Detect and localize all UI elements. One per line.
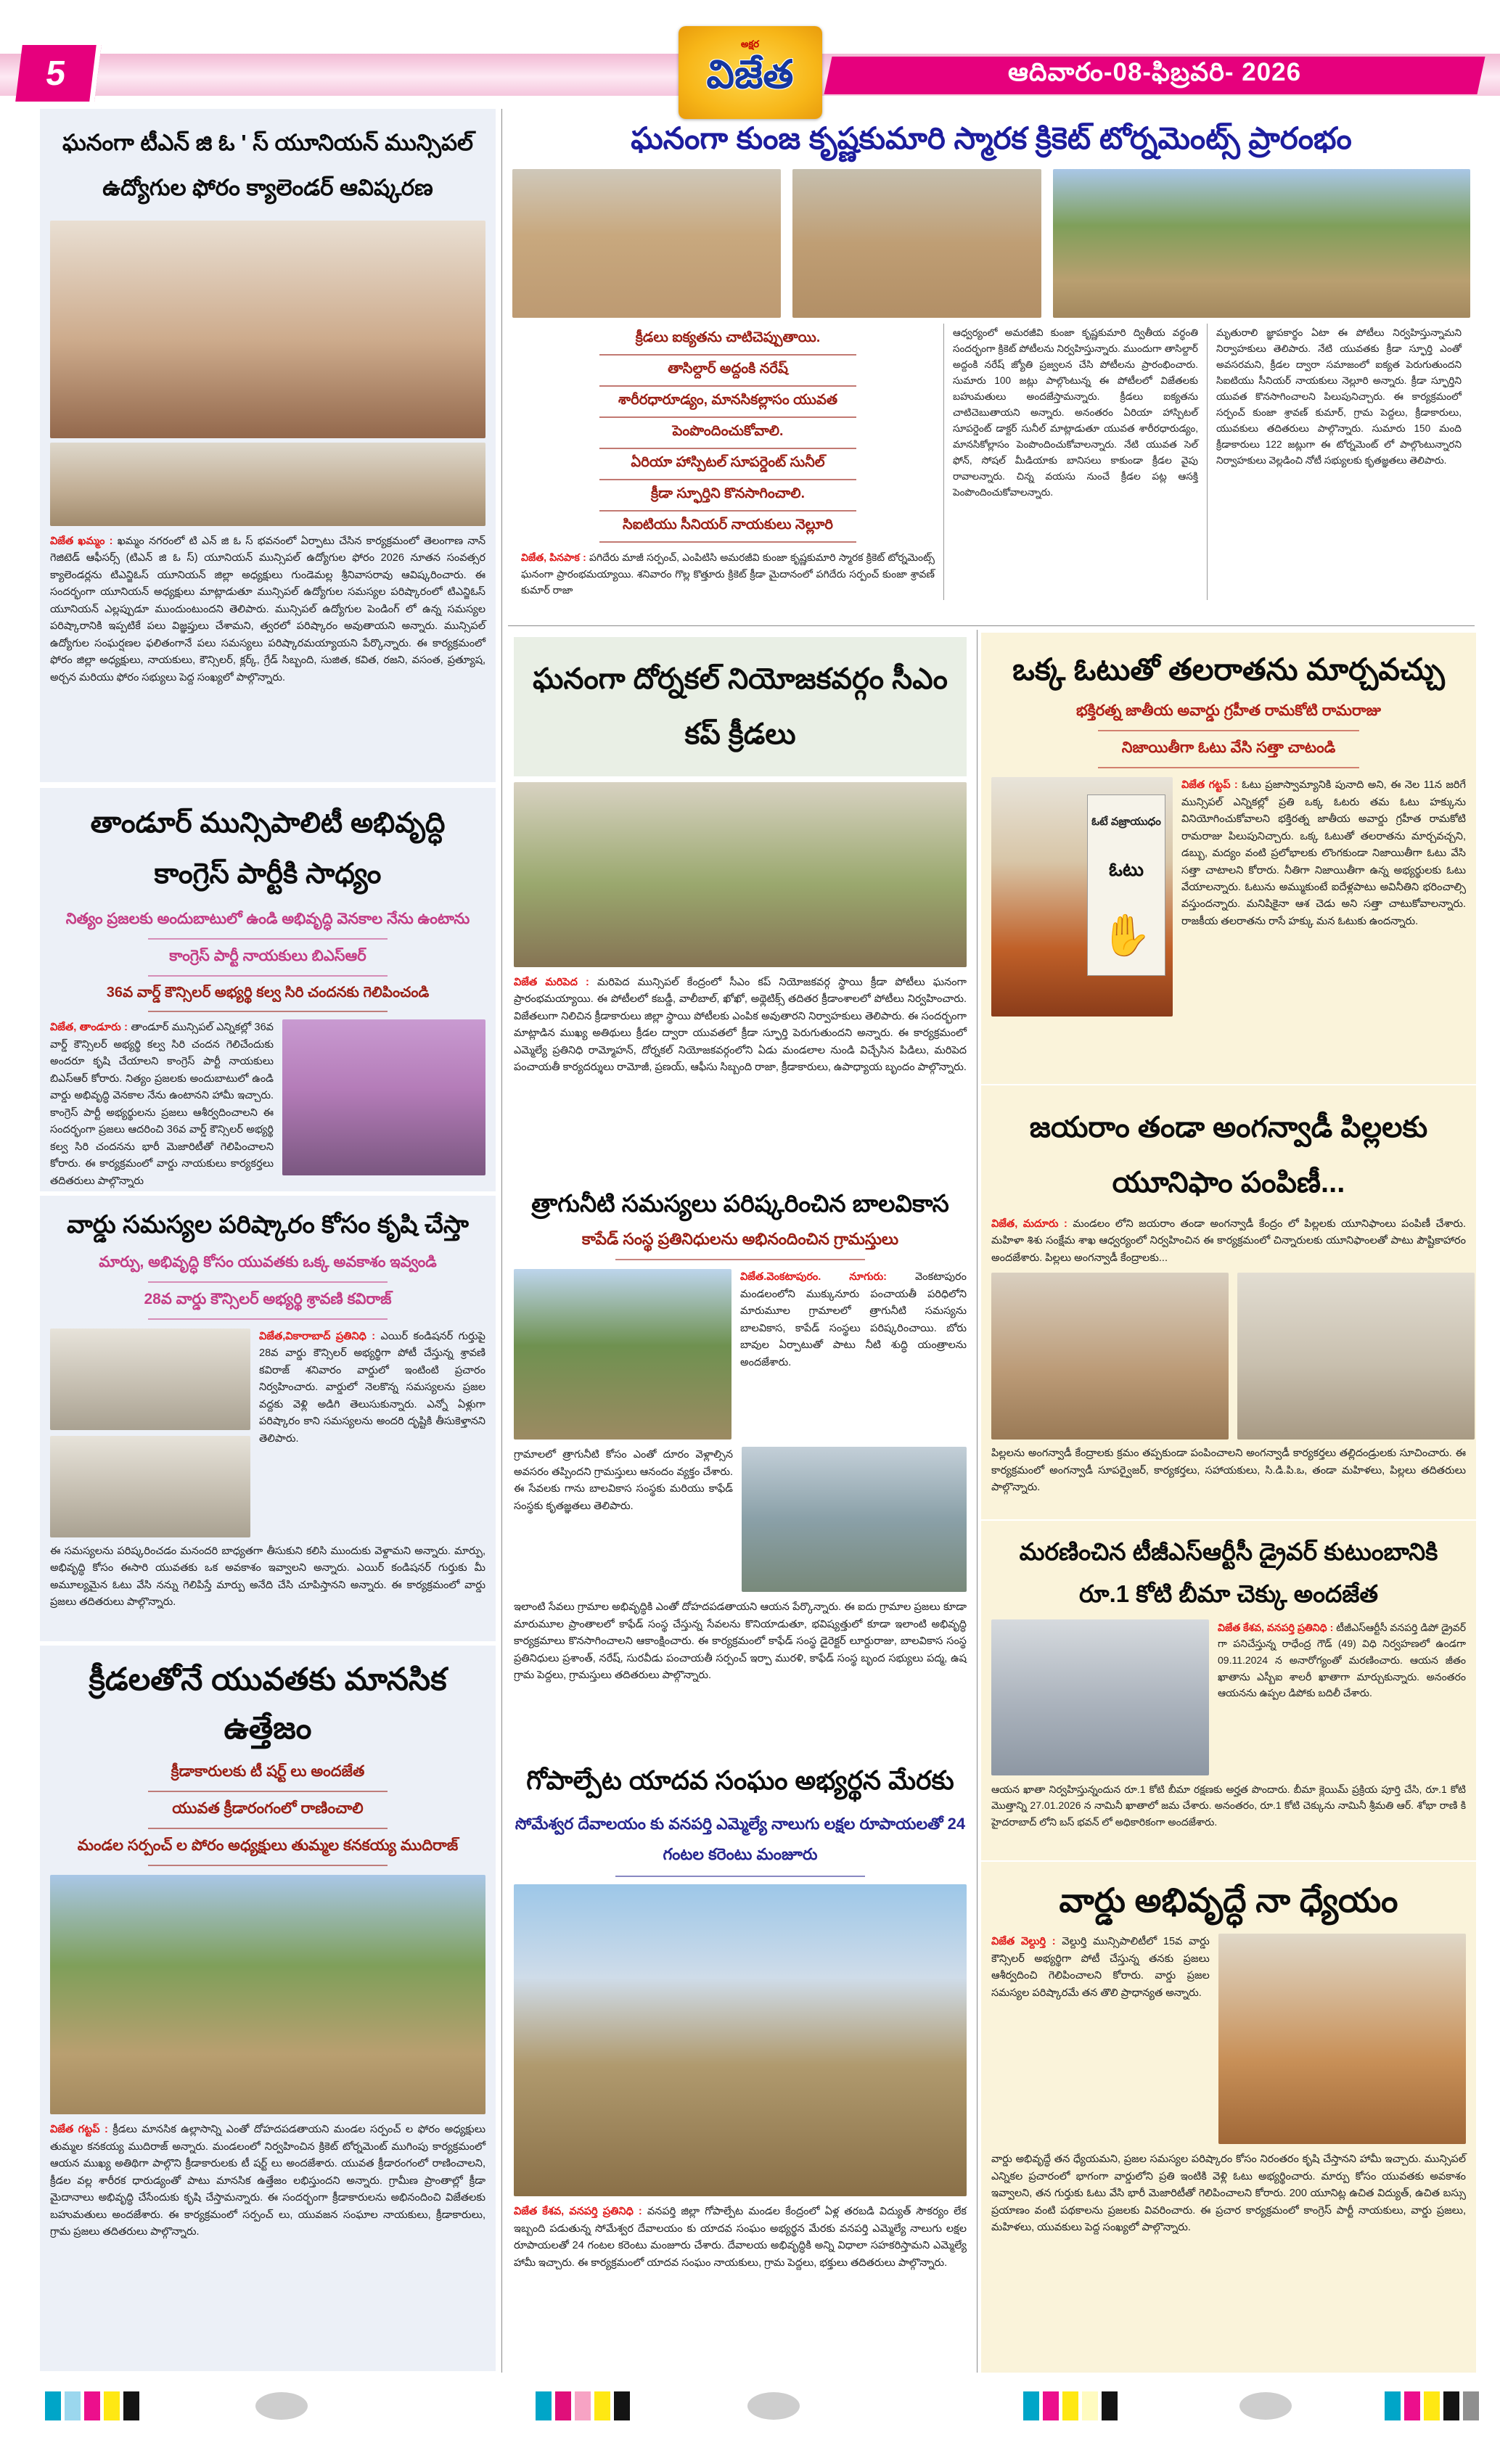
- print-marks-row: [0, 2391, 1500, 2423]
- photo-calendar-group: [50, 443, 485, 526]
- article-headline: వార్డు అభివృద్ధే నా ధ్యేయం: [1059, 1881, 1398, 1919]
- photo-ramakoti-ramaraju: [991, 777, 1173, 1017]
- section-rule: [508, 625, 1475, 626]
- newspaper-logo: [679, 26, 822, 119]
- article-headline: ఒక్క ఓటుతో తలరాతను మార్చవచ్చు: [1012, 652, 1445, 686]
- article-gopalpet-temple: [508, 1754, 972, 2373]
- article-body: [50, 2122, 485, 2241]
- body-text: వెంకటాపురం మండలంలోని ముక్కునూరు పంచాయతీ పరిధిలోని మారుమూల గ్రామాలలో త్రాగునీటి సమస్యను బాలవికాస, కాపేడ్ సంస్థలు పరిష్కరించాయి. బోరు బావుల ఏర్పాటుతో పాటు నీటి శుద్ధి యంత్రాలను అందజేశారు.: [740, 1271, 967, 1368]
- photo-ward28-visit2: [50, 1436, 250, 1537]
- byline: విజేత ఖమ్మం :: [50, 535, 113, 547]
- article-body: [50, 1019, 274, 1190]
- article-headline: మరణించిన టీజీఎస్ఆర్టీసీ డ్రైవర్ కుటుంబానికి రూ.1 కోటి బీమా చెక్కు అందజేత: [1019, 1538, 1438, 1607]
- body-text: మరిపెద మున్సిపల్ కేంద్రంలో సీఎం కప్ నియోజకవర్గ స్థాయి క్రీడా పోటీలు ఘనంగా ప్రారంభమయ్యాయి. ఈ పోటీలలో కబడ్డీ, వాలీబాల్, ఖోఖో, అథ్లెటిక్స్ తదితర క్రీడాంశాలలో పోటీలు నిర్వహించారు. విజేతలుగా నిలిచిన క్రీడాకారులు జిల్లా స్థాయి పోటీలకు ఎంపిక అవుతారని నిర్వాహకులు తెలిపారు. ఈ సందర్భంగా మాట్లాడిన ముఖ్య అతిథులు క్రీడల ద్వారా యువతలో క్రీడా స్ఫూర్తి పెరుగుతుందని అన్నారు. ఈ కార్యక్రమంలో ఎమ్మెల్యే ప్రతినిధి రామ్మోహన్, దోర్నకల్ నియోజకవర్గంలోని ఏడు మండలాల నుండి విచ్చేసిన పిడిలు, మరిపెద పంచాయతీ కార్యదర్శులు రామోజీ, ప్రణయ్, ఆఫీసు సిబ్బంది రాజా, క్రీడాకారులు, ఉపాధ్యాయ బృందం పాల్గొన్నారు.: [514, 977, 967, 1074]
- photo-calendar-stage: [50, 221, 485, 438]
- column-rule-right: [977, 630, 978, 2373]
- article-ward-development: [981, 1862, 1476, 2373]
- column-rule-left: [501, 109, 502, 2373]
- logo-tagline: అక్షర: [741, 38, 759, 49]
- article-body: [521, 549, 935, 599]
- article-body-continued: ఈ సమస్యలను పరిష్కరించడం మనందరి బాధ్యతగా తీసుకుని కలిసి ముందుకు వెళ్దామని అన్నారు. మార్పు, అభివృద్ధి కోసం ఈసారి యువతకు ఒక అవకాశం ఇవ్వాలని అన్నారు. ఎయిర్ కండిషనర్ గుర్తుకు మీ అమూల్యమైన ఓటు వేసి నన్ను గెలిపిస్తే మార్పు అనేది చేసి చూపిస్తానని అన్నారు. ఈ కార్యక్రమంలో వార్డు ప్రజలు తదితరులు పాల్గొన్నారు.: [50, 1545, 485, 1609]
- body-text: మండలం లోని జయరాం తండా అంగన్వాడీ కేంద్రం లో పిల్లలకు యూనిఫాంలు పంపిణీ చేశారు. మహిళా శిశు సంక్షేమ శాఖ ఆధ్వర్యంలో నిర్వహించిన ఈ కార్యక్రమంలో చిన్నారులకు యూనిఫాంలతో పాటు పౌష్టికాహారం అందజేశారు. పిల్లలు అంగన్వాడీ కేంద్రాలకు...: [991, 1218, 1467, 1264]
- article-sports-tshirts: [40, 1646, 496, 2371]
- article-body: [514, 974, 967, 1077]
- page-number: [15, 45, 102, 102]
- article-anganwadi-uniforms: [981, 1085, 1476, 1519]
- subhead: ఏరియా హాస్పిటల్ సూపర్డెంట్ సునీల్: [521, 450, 935, 481]
- article-headline: త్రాగునీటి సమస్యలు పరిష్కరించిన బాలవికాస: [531, 1190, 949, 1217]
- subhead: 28వ వార్డు కౌన్సిలర్ అభ్యర్థి శ్రావణి కవిరాజ్: [50, 1284, 485, 1321]
- body-text: క్రీడలు మానసిక ఉల్లాసాన్ని ఎంతో దోహదపడతాయని మండల సర్పంచ్ ల ఫోరం అధ్యక్షులు తుమ్మల కనకయ్య ముదిరాజ్ అన్నారు. మండలంలో నిర్వహించిన క్రికెట్ టోర్నమెంట్ ముగింపు కార్యక్రమంలో ఆయన ముఖ్య అతిథిగా పాల్గొని క్రీడాకారులకు టీ షర్ట్ లు అందజేశారు. యువత క్రీడారంగంలో రాణించాలని, క్రీడల వల్ల శారీరక ధారుడ్యంతో పాటు మానసిక ఉత్తేజం లభిస్తుందని అన్నారు. గ్రామీణ ప్రాంతాల్లో క్రీడా మైదానాలు అభివృద్ధి చేసేందుకు కృషి చేస్తామన్నారు. ఈ సందర్భంగా క్రీడాకారులను అభినందించి విజేతలకు బహుమతులు అందజేశారు. ఈ కార్యక్రమంలో సర్పంచ్ లు, యువజన సంఘాల నాయకులు, క్రీడాకారులు, గ్రామ ప్రజలు తదితరులు పాల్గొన్నారు.: [50, 2124, 485, 2238]
- article-body: [514, 2204, 967, 2272]
- subhead: యువత క్రీడారంగంలో రాణించాలి: [50, 1794, 485, 1831]
- photo-tandur-candidate: [282, 1019, 485, 1175]
- subhead: కాపేడ్ సంస్థ ప్రతినిధులను అభినందించిన గ్రామస్తులు: [514, 1223, 967, 1262]
- article-column-2: ఆధ్వర్యంలో అమరజీవి కుంజా కృష్ణకుమారి ద్వితీయ వర్ధంతి సందర్భంగా క్రికెట్ పోటీలను నిర్వహిస్తున్నారు. ముందుగా తాసిల్దార్ అద్దంకి నరేష్ జ్యోతి ప్రజ్వలన చేసి పోటీలను ప్రారంభించారు. సుమారు 100 జట్లు పాల్గొంటున్న ఈ పోటీలలో విజేతలకు బహుమతులు అందజేస్తామన్నారు. క్రీడలు ఐక్యతను చాటిచెబుతాయని అన్నారు. అనంతరం ఏరియా హాస్పిటల్ సూపర్డెంట్ డాక్టర్ సునీల్ మాట్లాడుతూ యువత శారీరధారుడ్యం, మానసికోల్లాసం పెంపొందించుకోవాలన్నారు. నేటి యువత సెల్ ఫోన్, సోషల్ మీడియాకు బానిసలు కాకుండా క్రీడల వైపు రావాలన్నారు. చిన్న వయసు నుంచే క్రీడల పట్ల ఆసక్తి పెంపొందించుకోవాలన్నారు.: [943, 324, 1207, 600]
- article-body-continued: ఆయన ఖాతా నిర్వహిస్తున్నందున రూ.1 కోటి బీమా రక్షణకు అర్హత పొందారు. బీమా క్లెయిమ్ ప్రక్రియ పూర్తి చేసి, రూ.1 కోటి మొత్తాన్ని 27.01.2026 న నామినీ ఖాతాలో జమ చేశారు. అనంతరం, రూ.1 కోటి చెక్కును నామినీ శ్రీమతి ఆర్. శోభా రాణి కి హైదరాబాద్ లోని బస్ భవన్ లో అధికారికంగా అందజేశారు.: [991, 1783, 1466, 1828]
- photo-campaign-crowd: [1218, 1934, 1466, 2144]
- subhead: సోమేశ్వర దేవాలయం కు వనపర్తి ఎమ్మెల్యే నాలుగు లక్షల రూపాయలతో 24 గంటల కరెంటు మంజూరు: [514, 1802, 967, 1879]
- byline: విజేత,వికారాబాద్ ప్రతినిధి :: [259, 1330, 376, 1342]
- photo-cricket-pitch2: [792, 169, 1041, 318]
- subhead: తాసిల్దార్ అద్దంకి నరేష్: [521, 356, 935, 387]
- photo-cheque-handover: [991, 1619, 1209, 1775]
- article-tandur-municipality: [40, 788, 496, 1191]
- byline: విజేత గట్టప్ :: [50, 2124, 108, 2136]
- byline: విజేత కేశవ, వనపర్తి ప్రతినిధి :: [1218, 1621, 1334, 1633]
- subhead: క్రీడాకారులకు టీ షర్ట్ లు అందజేత: [50, 1757, 485, 1794]
- body-text: ఖమ్మం నగరంలో టి ఎన్ జి ఓ స్ భవనంలో ఏర్పాటు చేసిన కార్యక్రమంలో తెలంగాణ నాన్ గెజిటెడ్ ఆఫీసర్స్ (టిఎన్ జి ఓ స్) యూనియన్ మున్సిపల్ ఉద్యోగుల ఫోరం 2026 నూతన సంవత్సర క్యాలెండర్లను టిఎన్జిఓస్ యూనియన్ జిల్లా అధ్యక్షులు గుండెమల్ల శ్రీనివాసరావు ఆవిష్కరించారు. ఈ సందర్భంగా యూనియన్ అధ్యక్షులు మాట్లాడుతూ మున్సిపల్ ఉద్యోగుల సమస్యల పరిష్కారంలో టిఎన్జిఓస్ యూనియన్ ఎల్లప్పుడూ ముందుంటుందని తెలిపారు. మున్సిపల్ ఉద్యోగుల పెండింగ్ లో ఉన్న సమస్యల పరిష్కారానికి ఇప్పటికే పలు విజ్ఞప్తులు చేశామని, త్వరలో పరిష్కారం అవుతాయని అన్నారు. మున్సిపల్ ఉద్యోగుల సంఘర్షణల ఫలితంగానే పలు సమస్యలు పరిష్కారమయ్యాయని పేర్కొన్నారు. ఈ కార్యక్రమంలో ఫోరం జిల్లా అధ్యక్షులు, నాయకులు, కౌన్సిలర్, క్లర్క్, గ్రేడ్ సిబ్బంది, సుజిత, కవిత, రజని, వసంత, ప్రత్యూష, అర్చన మరియు ఫోరం సభ్యులు పెద్ద సంఖ్యలో పాల్గొన్నారు.: [50, 535, 486, 683]
- gray-oval-mark: [255, 2392, 308, 2420]
- photo-dornakal-team: [514, 782, 967, 967]
- subhead: కాంగ్రెస్ పార్టీ నాయకులు బిఎస్ఆర్: [50, 941, 485, 978]
- poster-word: ఓటు: [1108, 858, 1144, 881]
- body-text: టీజీఎస్ఆర్టీసీ వనపర్తి డిపో డ్రైవర్ గా పనిచేస్తున్న రాధేంద్ర గౌడ్ (49) విధి నిర్వహణలో ఉండగా 09.11.2024 న అనారోగ్యంతో మరణించారు. ఆయన జీతం ఖాతాను ఎస్బీఐ శాలరీ ఖాతాగా మార్చుకున్నారు. అనంతరం ఆయనను ఉప్పల డిపోకు బదిలీ చేశారు.: [1218, 1621, 1467, 1699]
- cmyk-bars: [45, 2391, 139, 2420]
- article-body-continued2: ఇలాంటి సేవలు గ్రామాల అభివృద్ధికి ఎంతో దోహదపడతాయని ఆయన పేర్కొన్నారు. ఈ ఐదు గ్రామాల ప్రజలు కూడా మారుమూల ప్రాంతాలలో కాఫేడ్ సంస్థ చేస్తున్న సేవలను కొనియాడుతూ, భవిష్యత్తులో కూడా ఇలాంటి అభివృద్ధి కార్యక్రమాలు కొనసాగించాలని ఆకాంక్షించారు. ఈ కార్యక్రమంలో కాఫేడ్ సంస్థ డైరెక్టర్ లూర్దురాజు, బాలవికాస సంస్థ ప్రతినిధులు ప్రశాంత్, నరేష్, సురవీడు పంచాయతీ సర్పంచ్ ఇర్పా మురళి, కాఫేడ్ సంస్థ బృంద సభ్యులు పద్మ, ఉష గ్రామ పెద్దలు, గ్రామస్తులు తదితరులు పాల్గొన్నారు.: [514, 1601, 967, 1682]
- byline: విజేత, పినపాక :: [521, 551, 586, 564]
- article-body: [50, 533, 485, 686]
- article-calendar-launch: [40, 109, 496, 782]
- hand-symbol-icon: ✋: [1101, 912, 1152, 958]
- subhead: భక్తిరత్న జాతీయ అవార్డు గ్రహీత రామకోటి రామరాజు: [991, 696, 1466, 733]
- date-banner: [824, 57, 1485, 94]
- article-body: [1181, 777, 1466, 1017]
- byline: విజేత మరిపెద :: [514, 977, 589, 988]
- subhead: 36వ వార్డ్ కౌన్సిలర్ అభ్యర్థి కల్వ సిరి చందనకు గెలిపించండి: [50, 978, 485, 1014]
- article-body-continued: గ్రామాలలో త్రాగునీటి కోసం ఎంతో దూరం వెళ్లాల్సిన అవసరం తప్పిందని గ్రామస్తులు ఆనందం వ్యక్తం చేశారు. ఈ సేవలకు గాను బాలవికాస సంస్థకు మరియు కాఫేడ్ సంస్థకు కృతజ్ఞతలు తెలిపారు.: [514, 1449, 733, 1512]
- subhead: నిత్యం ప్రజలకు అందుబాటులో ఉండి అభివృద్ధి వెనకాల నేను ఉంటాను: [50, 904, 485, 941]
- photo-gopalpet-works: [514, 1884, 967, 2196]
- article-body: [991, 1216, 1466, 1267]
- photo-cricket-pitch1: [512, 169, 781, 318]
- byline: విజేత, మదూరు :: [991, 1218, 1067, 1230]
- subhead: శారీరధారూడ్యం, మానసికల్లాసం యువత: [521, 387, 935, 419]
- subhead: సిఐటియు సీనియర్ నాయకులు నెల్లూరి: [521, 512, 935, 543]
- cmyk-bars: [1385, 2391, 1479, 2420]
- article-body: [259, 1328, 485, 1537]
- byline: విజేత, తాండూరు :: [50, 1022, 128, 1034]
- photo-anganwadi-centre: [1237, 1273, 1475, 1440]
- byline: విజేత కేశవ, వనపర్తి ప్రతినిధి :: [514, 2206, 642, 2218]
- body-text: ఎయిర్ కండిషనర్ గుర్తుపై 28వ వార్డు కౌన్సిలర్ అభ్యర్థిగా పోటీ చేస్తున్న శ్రావణి కవిరాజ్ శనివారం వార్డులో ఇంటింటి ప్రచారం నిర్వహించారు. వార్డులో నెలకొన్న సమస్యలను ప్రజల వద్దకు వెళ్లి అడిగి తెలుసుకున్నారు. ఎన్నో ఏళ్లుగా పరిష్కారం కాని సమస్యలను అందరి దృష్టికి తీసుకెళ్తానని తెలిపారు.: [259, 1330, 485, 1445]
- body-text: ఓటు ప్రజాస్వామ్యానికి పునాది అని, ఈ నెల 11న జరిగే మున్సిపల్ ఎన్నికల్లో ప్రతి ఒక్క ఓటరు తమ ఓటు హక్కును వినియోగించుకోవాలని భక్తిరత్న జాతీయ అవార్డు గ్రహీత రామకోటి రామరాజు పిలుపునిచ్చారు. ఒక్క ఓటుతో తలరాతను మార్చవచ్చని, డబ్బు, మద్యం వంటి ప్రలోభాలకు లొంగకుండా నిజాయితీగా ఓటు వేసి సత్తా చాటాలని కోరారు. నీతిగా నిజాయితీగా ఉన్న అభ్యర్థులకు ఓటు వేయాలన్నారు. ఓటును అమ్ముకుంటే ఐదేళ్లపాటు అవినీతిని భరించాల్సి వస్తుందన్నారు. మనిషికైనా ఆశ చెడు అని సత్తా చాటుకోవాలన్నారు. రాజకీయ తలరాతను రాసే హక్కు మన ఓటుకు ఉందన్నారు.: [1181, 779, 1466, 927]
- body-text: వెల్దుర్తి మున్సిపాలిటీలో 15వ వార్డు కౌన్సిలర్ అభ్యర్థిగా పోటీ చేస్తున్న తనకు ప్రజలు ఆశీర్వదించి గెలిపించాలని కోరారు. వార్డు ప్రజల సమస్యల పరిష్కారమే తన తొలి ప్రాధాన్యత అన్నారు.: [991, 1936, 1210, 1999]
- cmyk-bars: [1023, 2391, 1118, 2420]
- photo-villagers-water: [742, 1447, 967, 1592]
- article-headline: వార్డు సమస్యల పరిష్కారం కోసం కృషి చేస్తా: [67, 1211, 469, 1239]
- article-headline: తాండూర్ మున్సిపాలిటీ అభివృద్ధి కాంగ్రెస్ పార్టీకి సాధ్యం: [90, 808, 446, 890]
- photo-thanda-women: [991, 1273, 1229, 1440]
- article-vote-appeal: [981, 633, 1476, 1084]
- article-headline: గోపాల్పేట యాదవ సంఘం అభ్యర్థన మేరకు: [526, 1765, 954, 1795]
- page-number-text: 5: [44, 54, 68, 93]
- article-column-3: మృతురాలి జ్ఞాపకార్థం ఏటా ఈ పోటీలు నిర్వహిస్తున్నామని నిర్వాహకులు తెలిపారు. నేటి యువతకు క్రీడా స్ఫూర్తి ఎంతో అవసరమని, క్రీడల ద్వారా సమాజంలో ఐక్యత పెరుగుతుందని సిఐటియు సీనియర్ నాయకులు నెల్లూరి అన్నారు. క్రీడా స్ఫూర్తిని యువత కొనసాగించాలని పిలుపునిచ్చారు. ఈ కార్యక్రమంలో సర్పంచ్ కుంజా శ్రావణ్ కుమార్, గ్రామ పెద్దలు, క్రీడాకారులు, యువకులు తదితరులు పాల్గొన్నారు. సుమారు 150 మంది క్రీడాకారులు 122 జట్లుగా ఈ టోర్నమెంట్ లో పాల్గొంటున్నారని నిర్వాహకులు వెల్లడించి నోటీ సభ్యులకు కృతజ్ఞతలు తెలిపారు.: [1207, 324, 1470, 600]
- article-balavikasa-water: [508, 1179, 972, 1752]
- logo-title: విజేత: [706, 52, 794, 96]
- photo-cricket-gathering: [1053, 169, 1470, 318]
- vote-poster: [1087, 794, 1165, 976]
- photo-village-borewell: [514, 1269, 731, 1440]
- gray-oval-mark: [1239, 2392, 1292, 2420]
- body-text: పగిదేరు మాజీ సర్పంచ్, ఎంపిటిసి అమరజీవి కుంజా కృష్ణకుమారి స్మారక క్రికెట్ టోర్నమెంట్స్ ఘనంగా ప్రారంభమయ్యాయి. శనివారం గొల్ల కొత్తూరు క్రికెట్ క్రీడా మైదానంలో పగిదేరు సర్పంచ్ కుంజా శ్రావణ్ కుమార్ రాజా: [521, 551, 935, 596]
- article-headline: జయరాం తండా అంగన్వాడీ పిల్లలకు యూనిఫాం పంపిణీ...: [1029, 1112, 1428, 1199]
- article-headline: ఘనంగా దోర్నకల్ నియోజకవర్గం సీఎం కప్ క్రీడలు: [514, 637, 967, 776]
- body-text: వనపర్తి జిల్లా గోపాల్పేట మండల కేంద్రంలో ఏళ్ల తరబడి విద్యుత్ సౌకర్యం లేక ఇబ్బంది పడుతున్న సోమేశ్వర దేవాలయం కు యాదవ సంఘం అభ్యర్థన మేరకు వనపర్తి ఎమ్మెల్యే నాలుగు లక్షల రూపాయలతో 24 గంటల కరెంటు మంజూరు చేశారు. దేవాలయ అభివృద్ధికి అన్ని విధాలా సహకరిస్తామని ఎమ్మెల్యే హామీ ఇచ్చారు. ఈ కార్యక్రమంలో యాదవ సంఘం నాయకులు, గ్రామ పెద్దలు, భక్తులు తదితరులు పాల్గొన్నారు.: [514, 2206, 967, 2269]
- article-body: [991, 1934, 1210, 2144]
- article-cricket-tournament: [508, 110, 1475, 623]
- poster-line: ఓటే వజ్రాయుధం: [1091, 815, 1161, 828]
- photo-ward28-visit1: [50, 1328, 250, 1430]
- article-body: [1218, 1619, 1466, 1775]
- article-dornakal-cmcup: [508, 633, 972, 1175]
- byline: విజేత.వెంకటాపురం. నూగురు:: [740, 1271, 888, 1284]
- subhead: మార్పు, అభివృద్ధి కోసం యువతకు ఒక్క అవకాశం ఇవ్వండి: [50, 1247, 485, 1284]
- article-headline: ఘనంగా టీఎన్ జి ఓ ' స్ యూనియన్ మున్సిపల్ ఉద్యోగుల ఫోరం క్యాలెండర్ ఆవిష్కరణ: [62, 130, 474, 200]
- article-body-continued: వార్డు అభివృద్ధే తన ధ్యేయమని, ప్రజల సమస్యల పరిష్కారం కోసం నిరంతరం కృషి చేస్తానని హామీ ఇచ్చారు. మున్సిపల్ ఎన్నికల ప్రచారంలో భాగంగా వార్డులోని ప్రతి ఇంటికి వెళ్లి ఓటు అభ్యర్థించారు. మార్పు కోసం యువతకు అవకాశం ఇవ్వాలని, తన గుర్తుకు ఓటు వేసి భారీ మెజారిటీతో గెలిపించాలని కోరారు. 200 యూనిట్ల ఉచిత విద్యుత్, ఉచిత బస్సు ప్రయాణం వంటి పథకాలను ప్రజలకు వివరించారు. ఈ ప్రచార కార్యక్రమంలో కాంగ్రెస్ పార్టీ నాయకులు, వార్డు ప్రజలు, మహిళలు, యువకులు పెద్ద సంఖ్యలో పాల్గొన్నారు.: [991, 2153, 1466, 2234]
- subhead: మండల సర్పంచ్ ల పోరం అధ్యక్షులు తుమ్మల కనకయ్య ముదిరాజ్: [50, 1831, 485, 1868]
- article-body: [740, 1269, 967, 1440]
- date-text: ఆదివారం-08-ఫిబ్రవరి- 2026: [1007, 58, 1302, 86]
- subhead: నిజాయితీగా ఓటు వేసి సత్తా చాటండి: [991, 733, 1466, 770]
- cmyk-bars: [536, 2391, 630, 2420]
- article-ward28-campaign: [40, 1196, 496, 1641]
- byline: విజేత వెల్దుర్తి :: [991, 1936, 1056, 1948]
- subhead: పెంపొందించుకోవాలి.: [521, 419, 935, 450]
- gray-oval-mark: [747, 2392, 800, 2420]
- photo-sports-ground-group: [50, 1875, 485, 2114]
- article-body-continued: పిల్లలను అంగన్వాడీ కేంద్రాలకు క్రమం తప్పకుండా పంపించాలని అంగన్వాడీ కార్యకర్తలు తల్లిదండ్రులకు సూచించారు. ఈ కార్యక్రమంలో అంగన్వాడీ సూపర్వైజర్, కార్యకర్తలు, సహాయకులు, సి.డి.పి.ఒ, తండా మహిళలు, పిల్లలు తదితరులు పాల్గొన్నారు.: [991, 1447, 1466, 1494]
- subhead: క్రీడలు ఐక్యతను చాటిచెప్పుతాయి.: [521, 325, 935, 356]
- subhead: క్రీడా స్ఫూర్తిని కొనసాగించాలి.: [521, 481, 935, 512]
- article-headline: ఘనంగా కుంజ కృష్ణకుమారి స్మారక క్రికెట్ టోర్నమెంట్స్ ప్రారంభం: [631, 121, 1352, 155]
- byline: విజేత గట్టప్ :: [1181, 779, 1238, 792]
- body-text: తాండూర్ మున్సిపల్ ఎన్నికల్లో 36వ వార్డ్ కౌన్సిలర్ అభ్యర్థి కల్వ సిరి చందన గెలిచేందుకు అందరూ కృషి చేయాలని కాంగ్రెస్ పార్టీ నాయకులు బిఎస్ఆర్ కోరారు. నిత్యం ప్రజలకు అందుబాటులో ఉండి వార్డు అభివృద్ధి వెనకాల నేను ఉంటానని హామీ ఇచ్చారు. కాంగ్రెస్ పార్టీ అభ్యర్థులను ప్రజలు ఆశీర్వదించాలని ఈ సందర్భంగా ప్రజలు ఆదరించి 36వ వార్డ్ కౌన్సిలర్ అభ్యర్థి కల్వ సిరి చందనను భారీ మెజారిటీతో గెలిపించాలని కోరారు. ఈ కార్యక్రమంలో వార్డు నాయకులు కార్యకర్తలు తదితరులు పాల్గొన్నారు: [50, 1022, 274, 1187]
- article-rtc-driver-insurance: [981, 1521, 1476, 1860]
- article-headline: క్రీడలతోనే యువతకు మానసిక ఉత్తేజం: [89, 1662, 447, 1746]
